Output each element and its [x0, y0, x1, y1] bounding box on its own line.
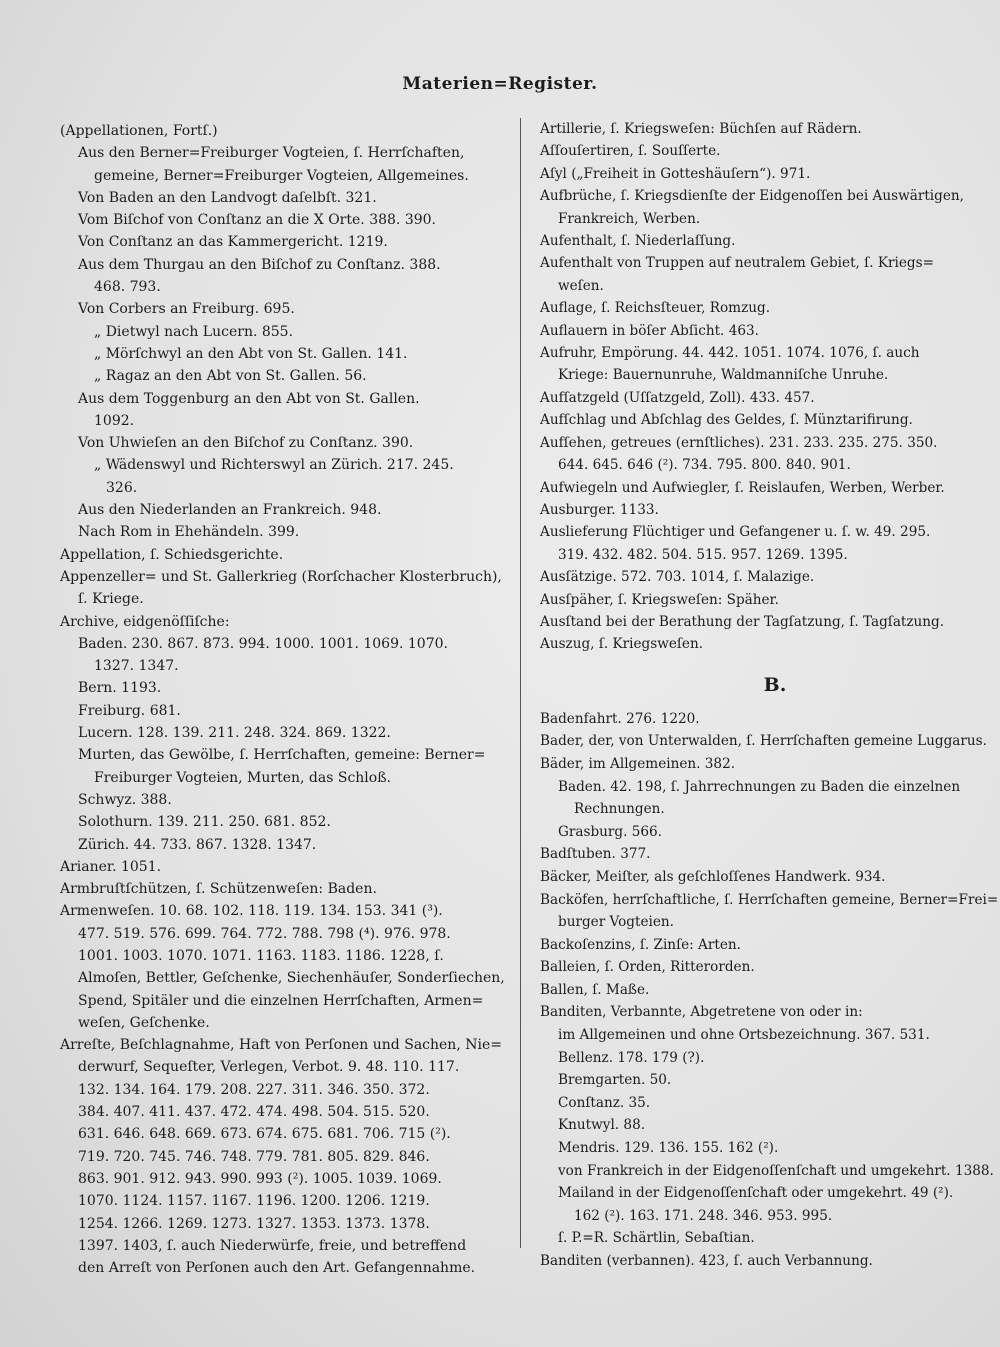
- index-entry: Rechnungen.: [574, 801, 665, 818]
- index-entry: Artillerie, ſ. Kriegsweſen: Büchſen auf Rädern.: [540, 121, 862, 137]
- index-entry: Aufenthalt, ſ. Niederlaſſung.: [540, 233, 736, 250]
- index-entry: Baden. 230. 867. 873. 994. 1000. 1001. 1069. 1070.: [78, 635, 448, 652]
- index-entry: 719. 720. 745. 746. 748. 779. 781. 805. 829. 846.: [78, 1148, 430, 1165]
- index-entry: Badenfahrt. 276. 1220.: [540, 710, 700, 727]
- index-entry: Bäcker, Meiſter, als geſchloſſenes Handwerk. 934.: [540, 868, 886, 885]
- index-entry: Auslieferung Flüchtiger und Gefangener u. ſ. w. 49. 295.: [540, 524, 931, 541]
- index-entry: Schwyz. 388.: [78, 791, 172, 808]
- index-entry: 1254. 1266. 1269. 1273. 1327. 1353. 1373. 1378.: [78, 1215, 430, 1232]
- index-entry: 1070. 1124. 1157. 1167. 1196. 1200. 1206. 1219.: [78, 1193, 430, 1210]
- index-entry: „ Ragaz an den Abt von St. Gallen. 56.: [94, 368, 367, 385]
- column-divider: [520, 118, 521, 1248]
- index-entry: Badſtuben. 377.: [540, 846, 651, 863]
- index-entry: Banditen, Verbannte, Abgetretene von oder in:: [540, 1004, 863, 1021]
- index-entry: Freiburg. 681.: [78, 702, 181, 719]
- index-entry: Aufruhr, Empörung. 44. 442. 1051. 1074. 1076, ſ. auch: [540, 345, 920, 362]
- index-entry: Bäder, im Allgemeinen. 382.: [540, 755, 736, 772]
- index-entry: Aus dem Thurgau an den Biſchof zu Conſtanz. 388.: [78, 256, 441, 273]
- index-entry: im Allgemeinen und ohne Ortsbezeichnung. 367. 531.: [558, 1027, 930, 1044]
- left-column: [60, 120, 506, 1279]
- index-entry: Ausſpäher, ſ. Kriegsweſen: Späher.: [540, 591, 779, 608]
- index-entry: Vom Biſchof von Conſtanz an die X Orte. 388. 390.: [78, 212, 436, 229]
- index-entry: Nach Rom in Ehehändeln. 399.: [78, 524, 300, 541]
- index-entry: Ausſtand bei der Berathung der Tagſatzung, ſ. Tagſatzung.: [540, 613, 945, 630]
- index-entry: ſ. Kriege.: [78, 591, 144, 608]
- index-entry: Almoſen, Bettler, Geſchenke, Siechenhäuſer, Sonderſiechen,: [78, 970, 505, 987]
- index-entry: Aus den Niederlanden an Frankreich. 948.: [78, 502, 382, 519]
- index-entry: „ Wädenswyl und Richterswyl an Zürich. 217. 245.: [94, 457, 454, 474]
- index-entry: Freiburger Vogteien, Murten, das Schloß.: [94, 769, 392, 786]
- index-entry: Armbruſtſchützen, ſ. Schützenweſen: Baden.: [60, 881, 377, 898]
- index-entry: Conſtanz. 35.: [558, 1094, 651, 1111]
- index-entry: Arreſte, Beſchlagnahme, Haft von Perſonen und Sachen, Nie=: [60, 1037, 502, 1054]
- index-entry: Auflauern in böſer Abſicht. 463.: [540, 322, 759, 339]
- index-entry: Solothurn. 139. 211. 250. 681. 852.: [78, 814, 331, 831]
- index-entry: Knutwyl. 88.: [558, 1117, 646, 1134]
- index-entry: Von Conſtanz an das Kammergericht. 1219.: [78, 234, 388, 251]
- index-entry: Zürich. 44. 733. 867. 1328. 1347.: [78, 836, 317, 853]
- index-entry: 319. 432. 482. 504. 515. 957. 1269. 1395.: [558, 546, 848, 563]
- index-entry: Backöfen, herrſchaftliche, ſ. Herrſchaften gemeine, Berner=Frei=: [540, 891, 999, 908]
- index-entry: Bader, der, von Unterwalden, ſ. Herrſchaften gemeine Luggarus.: [540, 733, 987, 750]
- index-entry: Aus dem Toggenburg an den Abt von St. Gallen.: [78, 390, 420, 407]
- index-entry: Mailand in der Eidgenoſſenſchaft oder umgekehrt. 49 (²).: [558, 1185, 954, 1202]
- index-entry: Aufenthalt von Truppen auf neutralem Gebiet, ſ. Kriegs=: [540, 255, 934, 272]
- index-entry: derwurf, Sequeſter, Verlegen, Verbot. 9. 48. 110. 117.: [78, 1059, 460, 1076]
- index-entry: Auflage, ſ. Reichsſteuer, Romzug.: [540, 300, 771, 317]
- right-column: [540, 118, 999, 1273]
- index-entry: Bremgarten. 50.: [558, 1072, 672, 1089]
- index-entry: Aufbrüche, ſ. Kriegsdienſte der Eidgenoſſen bei Auswärtigen,: [540, 188, 964, 205]
- index-entry: 1001. 1003. 1070. 1071. 1163. 1183. 1186. 1228, ſ.: [78, 947, 444, 964]
- index-entry: Spend, Spitäler und die einzelnen Herrſchaften, Armen=: [78, 992, 484, 1009]
- index-entry: ſ. P.=R. Schärtlin, Sebaſtian.: [558, 1230, 755, 1247]
- index-entry: Appenzeller= und St. Gallerkrieg (Rorſchacher Klosterbruch),: [60, 568, 502, 585]
- index-entry: 326.: [106, 479, 138, 496]
- index-entry: 384. 407. 411. 437. 472. 474. 498. 504. 515. 520.: [78, 1104, 430, 1121]
- index-entry: Frankreich, Werben.: [558, 210, 701, 227]
- index-entry: Von Baden an den Landvogt daſelbſt. 321.: [78, 189, 377, 206]
- index-entry: Auszug, ſ. Kriegsweſen.: [540, 636, 704, 653]
- index-entry: Aſſouſertiren, ſ. Souſſerte.: [540, 143, 721, 160]
- index-entry: Appellation, ſ. Schiedsgerichte.: [60, 546, 284, 563]
- index-entry: 477. 519. 576. 699. 764. 772. 788. 798 (⁴). 976. 978.: [78, 925, 451, 942]
- index-entry: Ausburger. 1133.: [540, 501, 659, 518]
- index-entry: weſen, Geſchenke.: [78, 1014, 210, 1031]
- index-entry: Von Corbers an Freiburg. 695.: [78, 301, 295, 318]
- index-entry: 132. 134. 164. 179. 208. 227. 311. 346. 350. 372.: [78, 1081, 430, 1098]
- index-entry: 1092.: [94, 412, 135, 429]
- index-entry: 468. 793.: [94, 279, 161, 296]
- index-entry: Banditen (verbannen). 423, ſ. auch Verbannung.: [540, 1253, 873, 1269]
- index-entry: Aufwiegeln und Aufwiegler, ſ. Reislaufen, Werben, Werber.: [540, 479, 945, 496]
- index-entry: den Arreſt von Perſonen auch den Art. Gefangennahme.: [78, 1260, 476, 1277]
- index-entry: Aufſehen, getreues (ernſtliches). 231. 233. 235. 275. 350.: [540, 434, 938, 451]
- index-entry: 644. 645. 646 (²). 734. 795. 800. 840. 901.: [558, 457, 851, 474]
- index-entry: Mendris. 129. 136. 155. 162 (²).: [558, 1140, 779, 1157]
- page-title: Materien=Register.: [402, 74, 598, 94]
- index-entry: von Frankreich in der Eidgenoſſenſchaft und umgekehrt. 1388.: [558, 1162, 994, 1179]
- index-entry: Lucern. 128. 139. 211. 248. 324. 869. 1322.: [78, 725, 391, 742]
- index-entry: Kriege: Bauernunruhe, Waldmanniſche Unruhe.: [558, 367, 889, 384]
- index-entry: Ballen, ſ. Maße.: [540, 981, 650, 998]
- index-entry: „ Mörſchwyl an den Abt von St. Gallen. 141.: [94, 345, 408, 362]
- index-entry: Grasburg. 566.: [558, 823, 663, 840]
- index-entry: Balleien, ſ. Orden, Ritterorden.: [540, 959, 755, 976]
- index-entry: Ausſätzige. 572. 703. 1014, ſ. Malazige.: [540, 569, 815, 586]
- index-entry: Bellenz. 178. 179 (?).: [558, 1049, 705, 1066]
- index-entry: Armenweſen. 10. 68. 102. 118. 119. 134. 153. 341 (³).: [60, 903, 443, 920]
- index-entry: Aſyl („Freiheit in Gotteshäuſern“). 971.: [540, 165, 811, 182]
- index-entry: Murten, das Gewölbe, ſ. Herrſchaften, gemeine: Berner=: [78, 747, 486, 764]
- section-letter-b: B.: [763, 673, 787, 696]
- index-entry: Von Uhwieſen an den Biſchof zu Conſtanz. 390.: [78, 435, 414, 452]
- index-entry: 631. 646. 648. 669. 673. 674. 675. 681. 706. 715 (²).: [78, 1126, 451, 1143]
- index-entry: 1327. 1347.: [94, 658, 179, 675]
- right-column-entries-b: [540, 708, 999, 1273]
- index-entry: Bern. 1193.: [78, 680, 162, 697]
- index-entry: 1397. 1403, ſ. auch Niederwürfe, freie, und betreffend: [78, 1237, 467, 1254]
- index-entry: gemeine, Berner=Freiburger Vogteien, Allgemeines.: [94, 167, 469, 184]
- index-entry: Backoſenzins, ſ. Zinſe: Arten.: [540, 936, 741, 953]
- index-entry: burger Vogteien.: [558, 914, 674, 931]
- index-entry: Aus den Berner=Freiburger Vogteien, ſ. Herrſchaften,: [78, 145, 465, 162]
- index-entry: Arianer. 1051.: [60, 858, 162, 875]
- index-entry: 162 (²). 163. 171. 248. 346. 953. 995.: [574, 1207, 833, 1224]
- right-column-entries-a: [540, 118, 964, 656]
- index-entry: Aufſchlag und Abſchlag des Geldes, ſ. Münztarifirung.: [540, 412, 913, 429]
- index-entry: 863. 901. 912. 943. 990. 993 (²). 1005. 1039. 1069.: [78, 1170, 442, 1187]
- index-entry: (Appellationen, Fortſ.): [60, 123, 218, 139]
- index-entry: Aufſatzgeld (Uſſatzgeld, Zoll). 433. 457.: [540, 389, 815, 406]
- index-entry: Archive, eidgenöſſiſche:: [60, 613, 230, 630]
- index-entry: Baden. 42. 198, ſ. Jahrrechnungen zu Baden die einzelnen: [558, 778, 961, 795]
- index-entry: weſen.: [558, 277, 604, 294]
- index-entry: „ Dietwyl nach Lucern. 855.: [94, 323, 294, 340]
